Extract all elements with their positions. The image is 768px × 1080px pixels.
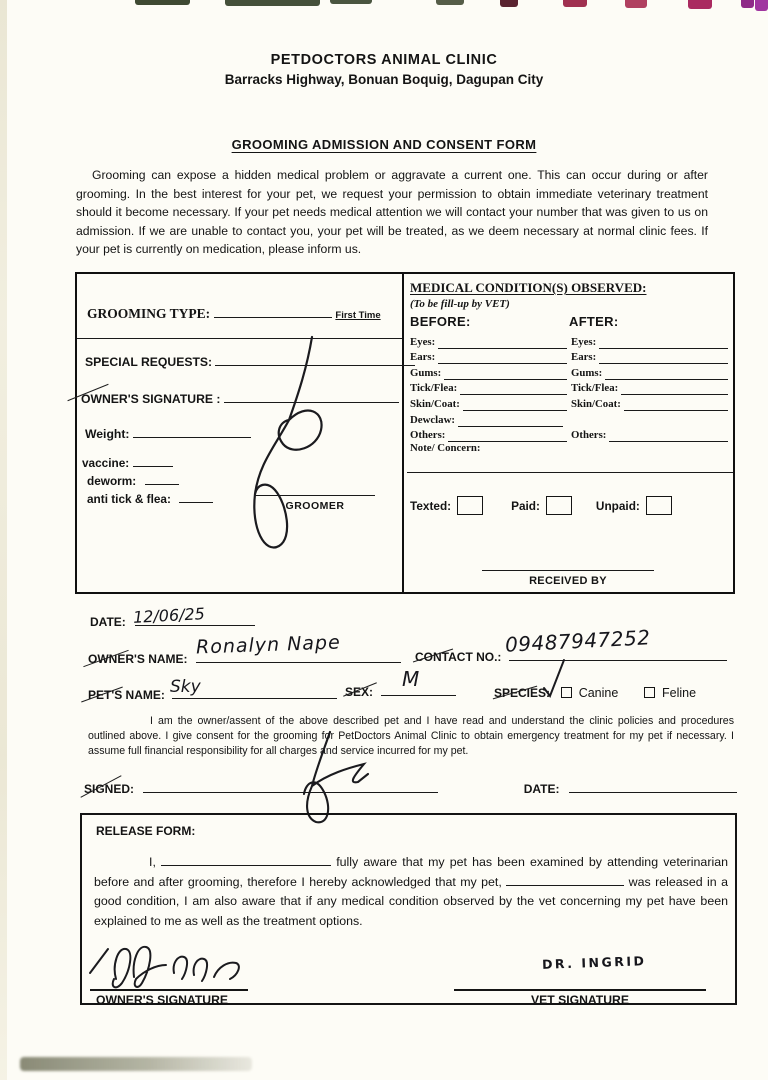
scan-artifact <box>741 0 754 8</box>
medical-title: MEDICAL CONDITION(S) OBSERVED: <box>410 280 647 295</box>
before-others-label: Others: <box>410 429 446 442</box>
scan-smudge <box>20 1057 252 1071</box>
admission-box <box>75 272 735 594</box>
scan-artifact <box>225 0 320 6</box>
signed-label: SIGNED: <box>84 782 135 796</box>
after-gums-field <box>605 367 728 380</box>
unpaid-checkbox <box>646 496 672 515</box>
medical-row-dewclaw <box>410 411 732 427</box>
release-owner-signature-label: OWNER'S SIGNATURE <box>96 993 228 1007</box>
medical-subtitle: (To be fill-up by VET) <box>410 298 510 310</box>
paid-label: Paid: <box>511 498 540 513</box>
pet-name-label: PET'S NAME: <box>88 688 165 702</box>
note-concern-label: Note/ Concern: <box>410 442 481 454</box>
vaccine-field <box>133 455 173 467</box>
received-by-label: RECEIVED BY <box>529 575 607 587</box>
contact-handwritten-value: 09487947252 <box>504 625 652 657</box>
after-others-field <box>609 429 728 442</box>
special-requests-label: SPECIAL REQUESTS: <box>85 355 213 369</box>
pet-name-handwritten-value: Sky <box>170 677 201 697</box>
release-part2: was released in a good condition, I am also aware that if any medical condition observed by the vet concerning my pet have been explained to me as well as the treatment options. <box>94 874 728 928</box>
clinic-address: Barracks Highway, Bonuan Boquig, Dagupan City <box>224 72 544 87</box>
owner-name-handwritten-value: Ronalyn Nape <box>195 631 342 659</box>
sex-row <box>345 684 456 699</box>
first-time-label: First Time <box>335 310 381 321</box>
feline-label: Feline <box>662 686 697 700</box>
sex-label: SEX: <box>345 685 374 699</box>
paid-checkbox <box>546 496 572 515</box>
after-skincoat-field <box>624 398 728 411</box>
canine-checkmark <box>542 658 568 698</box>
weight-row <box>85 426 251 441</box>
scan-artifact <box>688 0 712 9</box>
owner-signature-scribble <box>227 332 337 562</box>
anti-tick-flea-label: anti tick & flea: <box>87 492 171 506</box>
unpaid-label: Unpaid: <box>595 498 640 513</box>
texted-label: Texted: <box>410 498 452 513</box>
box-divider <box>402 274 404 592</box>
payment-row <box>410 496 672 515</box>
release-owner-signature-line <box>90 989 248 991</box>
before-tickflea-field <box>460 382 567 395</box>
canine-label: Canine <box>578 686 619 700</box>
release-paragraph <box>94 853 728 931</box>
after-eyes-field <box>599 336 728 349</box>
scan-artifact <box>755 0 768 11</box>
intro-paragraph: Grooming can expose a hidden medical problem or aggravate a current one. This can occur during or after grooming. In the best interest for your pet, we request your permission to obtain immediate veterinary treatment should it become necessary. If your pet needs medical attention we will contact your number that was given to us on admission. If we are unable to contact you, your pet will be treated, as we deem necessary at normal clinic fees. If your pet is currently on medication, please inform us. <box>76 168 708 257</box>
before-skincoat-field <box>463 398 567 411</box>
signed-date-field <box>569 781 737 793</box>
before-dewclaw-field <box>458 414 563 427</box>
scan-artifact <box>625 0 647 8</box>
medical-row-gums <box>410 364 732 380</box>
release-part1: fully aware that my pet has been examined by attending veterinarian before and after grooming, therefore I hereby acknowledged that my pet, <box>94 855 728 889</box>
received-by-line <box>482 570 654 571</box>
contact-label: CONTACT NO.: <box>415 650 502 664</box>
before-eyes-label: Eyes: <box>410 335 436 348</box>
release-name-field <box>161 854 331 866</box>
owner-name-label: OWNER'S NAME: <box>88 652 188 666</box>
deworm-row <box>87 473 179 488</box>
before-tickflea-label: Tick/Flea: <box>410 382 458 395</box>
medical-rows <box>410 333 732 442</box>
signed-signature-scribble <box>268 730 418 825</box>
deworm-label: deworm: <box>87 474 137 488</box>
before-ears-label: Ears: <box>410 351 436 364</box>
after-others-label: Others: <box>571 429 607 442</box>
weight-label: Weight: <box>85 427 130 441</box>
sex-handwritten-value: M <box>402 667 420 691</box>
vaccine-label: vaccine: <box>82 456 130 470</box>
anti-tick-flea-field <box>179 491 213 503</box>
release-pet-field <box>506 874 624 886</box>
before-eyes-field <box>438 336 567 349</box>
consent-paragraph: I am the owner/assent of the above described pet and I have read and understand the clinic policies and procedures outlined above. I give consent for the grooming for PetDoctors Animal Clinic to obtain emergency treatment for my pet if necessary. I assume full financial responsibility for all charges and service incurred for my pet. <box>88 715 734 758</box>
vet-name-handwritten-value: DR. INGRID <box>541 953 647 972</box>
scan-edge-strip <box>0 0 7 1080</box>
deworm-field <box>145 473 179 485</box>
medical-row-others <box>410 427 732 443</box>
medical-row-ears <box>410 349 732 365</box>
before-ears-field <box>438 351 567 364</box>
after-tickflea-label: Tick/Flea: <box>571 382 619 395</box>
after-skincoat-label: Skin/Coat: <box>571 397 621 410</box>
medical-row-tickflea <box>410 380 732 396</box>
signed-date-label: DATE: <box>523 782 560 796</box>
vaccine-row <box>82 455 173 470</box>
release-vet-signature-label: VET SIGNATURE <box>531 993 629 1007</box>
before-others-field <box>448 429 567 442</box>
scan-artifact <box>500 0 518 7</box>
groomer-label: GROOMER <box>285 500 345 512</box>
after-tickflea-field <box>621 382 728 395</box>
grooming-type-label: GROOMING TYPE: <box>87 306 211 321</box>
clinic-name: PETDOCTORS ANIMAL CLINIC <box>270 52 498 68</box>
medical-row-skincoat <box>410 395 732 411</box>
note-concern-line <box>407 472 733 473</box>
species-label: SPECIES: <box>494 686 551 700</box>
owner-signature-label: OWNER'S SIGNATURE : <box>81 392 221 406</box>
scan-artifact <box>135 0 190 5</box>
before-dewclaw-label: Dewclaw: <box>410 413 455 426</box>
form-title: GROOMING ADMISSION AND CONSENT FORM <box>231 137 537 152</box>
medical-row-eyes <box>410 333 732 349</box>
release-pre: I, <box>149 855 156 869</box>
after-ears-label: Ears: <box>571 351 597 364</box>
grooming-type-field <box>214 306 332 318</box>
before-skincoat-label: Skin/Coat: <box>410 397 460 410</box>
grooming-type-row <box>87 306 381 322</box>
after-label: AFTER: <box>569 314 619 329</box>
release-owner-signature-scribble <box>88 935 248 993</box>
date-label: DATE: <box>90 615 126 629</box>
feline-checkbox <box>644 687 655 698</box>
after-dewclaw-field <box>574 415 728 427</box>
after-ears-field <box>599 351 728 364</box>
after-gums-label: Gums: <box>571 366 603 379</box>
date-handwritten-value: 12/06/25 <box>132 604 206 627</box>
pet-name-row <box>88 687 337 702</box>
texted-checkbox <box>457 496 483 515</box>
release-form-box <box>80 813 737 1005</box>
release-vet-signature-line <box>454 989 706 991</box>
after-eyes-label: Eyes: <box>571 335 597 348</box>
release-form-title: RELEASE FORM: <box>96 824 196 838</box>
scan-artifact <box>330 0 372 4</box>
scan-artifact <box>563 0 587 7</box>
before-gums-label: Gums: <box>410 366 442 379</box>
scan-artifact <box>436 0 464 5</box>
anti-tick-flea-row <box>87 491 213 506</box>
before-gums-field <box>444 367 567 380</box>
before-label: BEFORE: <box>410 314 471 329</box>
